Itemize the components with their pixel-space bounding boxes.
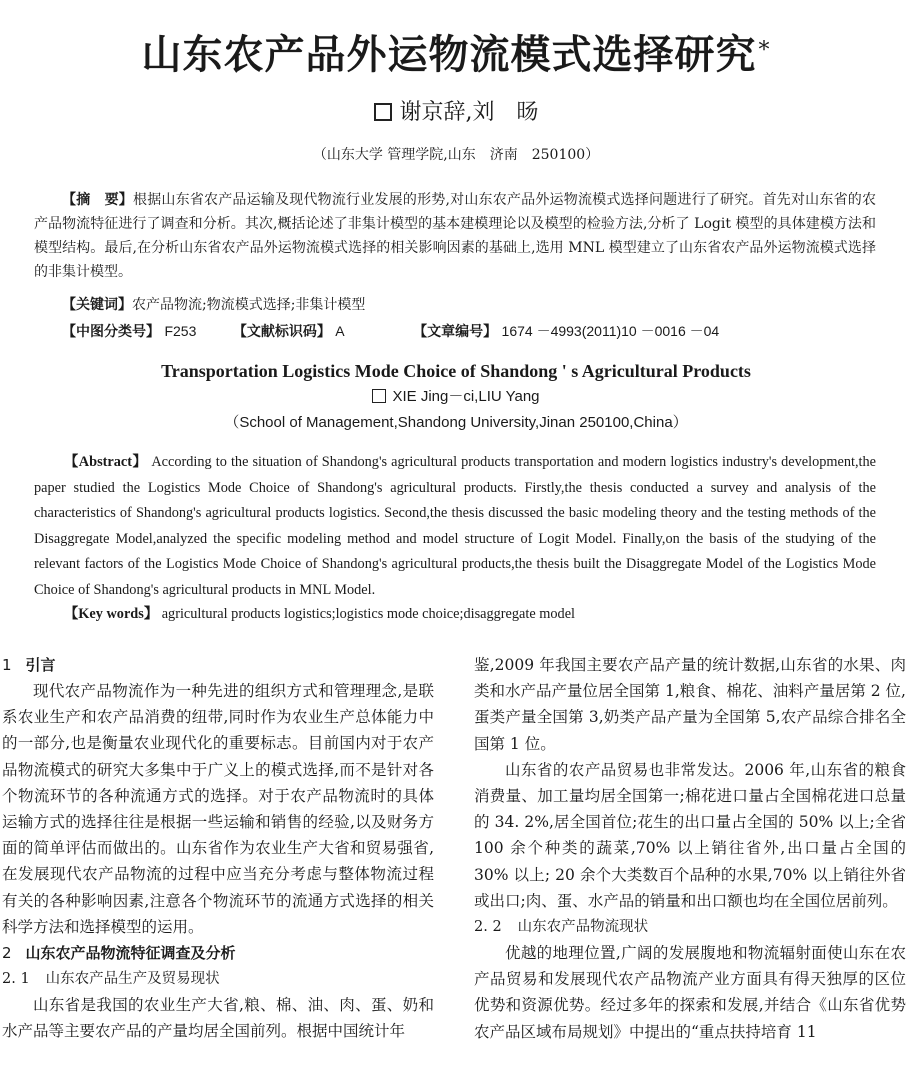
classification-line (62, 320, 862, 343)
keywords-zh-text: 农产品物流;物流模式选择;非集计模型 (132, 297, 366, 313)
keywords-zh-label: 【关键词】 (62, 297, 132, 313)
authors-en (0, 386, 912, 408)
section-1-heading: 1 引言 (2, 656, 56, 674)
authors-text: 谢京辞,刘 旸 (399, 100, 539, 125)
affiliation-en: （School of Management,Shandong University,Jinan 250100,China） (224, 414, 688, 431)
doc-code-value: A (335, 323, 345, 339)
section-1-paragraph: 现代农产品物流作为一种先进的组织方式和管理理念,是联系农业生产和农产品消费的纽带,同时作为农业生产总体能力中的一部分,也是衡量农业现代化的重要标志。目前国内对于农产品物流模式的研究大多集中于广义上的模式选择,而不是针对各个物流环节的各种流通方式的选择。对于农产品物流时的具体运输方式的选择往往是根据一些运输和销售的经验,以及财务方面的简单评估而做出的。山东省作为农业生产大省和贸易强省,在发展现代农产品物流的过程中应当充分考虑与整体物流过程有关的各种影响因素,注意各个物流环节的流通方式选择的相关科学方法和选择模型的运用。 (2, 682, 434, 936)
article-no-label: 【文章编号】 (413, 324, 498, 340)
section-2-2-heading: 2. 2 山东农产品物流现状 (474, 919, 649, 936)
keywords-en-label: 【Key words】 (64, 606, 159, 622)
section-2-1-paragraph-1: 山东省是我国的农业生产大省,粮、棉、油、肉、蛋、奶和水产品等主要农产品的产量均居全国前列。根据中国统计年 (2, 996, 434, 1041)
section-2-1-paragraph-2: 山东省的农产品贸易也非常发达。2006 年,山东省的粮食消费量、加工量均居全国第一;棉花进口量占全国棉花进口总量的 34. 2%,居全国首位;花生的出口量占全国的 50% 以上;全省 100 余个种类的蔬菜,70% 以上销往省外,出口量占全国的 30% 以上; 20 余个大类数百个品种的水果,70% 以上销往外省或出口;肉、蛋、水产品的销量和出口额也均在全国位居前列。 (474, 760, 906, 910)
abstract-en-text: According to the situation of Shandong's agricultural products transportation and modern logistics industry's development,the paper studied the Logistics Mode Choice of Shandong's agricultural products. Firstly,the thesis conducted a survey and analysis of the characteristics of Shandong's agricultural products logistics. Second,the thesis discussed the basic modeling theory and the testing methods of the Disaggregate Model,analyzed the specific modeling method and model structure of Logit Model. Finally,on the basis of the studying of the relevant factors of the Logistics Mode Choice of Shandong's agricultural products,the thesis built the Disaggregate Model of the Logistics Mode Choice of Shandong's agricultural products in MNL Model. (34, 454, 877, 598)
paper-title-text: 山东农产品外运物流模式选择研究 (141, 31, 757, 78)
abstract-zh-label: 【摘 要】 (62, 192, 134, 208)
section-2-1-heading: 2. 1 山东农产品生产及贸易现状 (2, 971, 220, 988)
section-2-2-paragraph: 优越的地理位置,广阔的发展腹地和物流辐射面使山东在农产品贸易和发展现代农产品物流产业方面具有得天独厚的区位优势和资源优势。经过多年的探索和发展,并结合《山东省优势农产品区域布局规划》中提出的“重点扶持培育 11 (474, 944, 906, 1041)
keywords-zh (62, 294, 365, 316)
abstract-en (34, 450, 876, 604)
doc-code-label: 【文献标识码】 (232, 324, 331, 340)
abstract-zh-text: 根据山东省农产品运输及现代物流行业发展的形势,对山东农产品外运物流模式选择问题进行了研究。首先对山东省的农产品物流特征进行了调查和分析。其次,概括论述了非集计模型的基本建模理论以及模型的检验方法,分析了 Logit 模型的具体建模方法和模型结构。最后,在分析山东省农产品外运物流模式选择的相关影响因素的基础上,选用 MNL 模型建立了山东省农产品外运物流模式选择的非集计模型。 (34, 192, 876, 280)
body-column-left (2, 652, 434, 1044)
clc-value: F253 (164, 323, 197, 339)
square-icon (374, 103, 392, 121)
section-2-heading: 2 山东农产品物流特征调查及分析 (2, 944, 236, 963)
keywords-en-text: agricultural products logistics;logistics mode choice;disaggregate model (161, 606, 576, 622)
authors-en-text: XIE Jing－ci,LIU Yang (392, 388, 540, 405)
abstract-en-label: 【Abstract】 (64, 454, 148, 470)
section-2-1-paragraph-1-cont: 鉴,2009 年我国主要农产品产量的统计数据,山东省的水果、肉类和水产品产量位居全国第 1,粮食、棉花、油料产量居第 2 位,蛋类产量全国第 3,奶类产品产量为全国第 5,农产品综合排名全国第 1 位。 (474, 656, 906, 753)
abstract-zh (34, 188, 876, 284)
keywords-en (64, 602, 575, 626)
body-column-right (474, 652, 906, 1045)
authors (0, 98, 912, 128)
square-icon (372, 389, 386, 403)
article-no-value: 1674 －4993(2011)10 －0016 －04 (501, 323, 720, 339)
paper-title (0, 30, 912, 80)
title-en: Transportation Logistics Mode Choice of Shandong ' s Agricultural Products (161, 361, 751, 381)
affiliation: （山东大学 管理学院,山东 济南 250100） (312, 147, 600, 163)
title-footnote-mark: * (758, 38, 771, 63)
clc-label: 【中图分类号】 (62, 324, 160, 340)
